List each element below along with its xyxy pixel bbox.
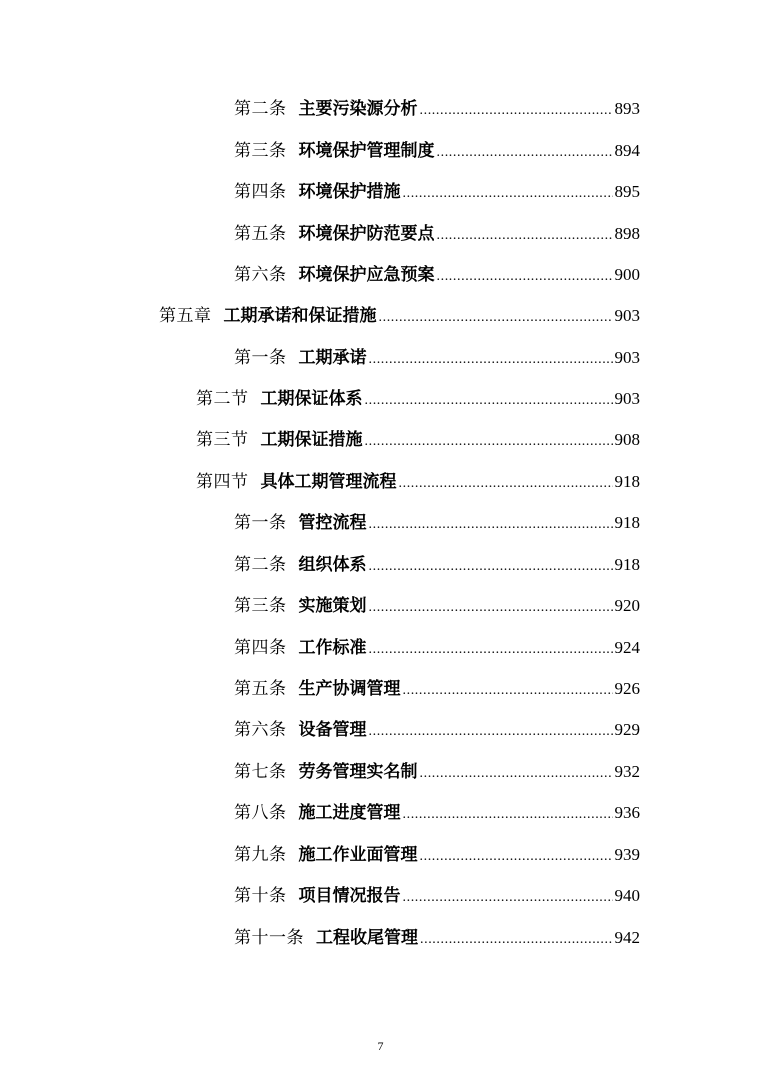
toc-dot-leader	[369, 598, 613, 618]
toc-entry[interactable]	[234, 760, 640, 784]
toc-entry-number: 第八条	[234, 803, 287, 823]
toc-entry-page: 903	[614, 306, 640, 325]
toc-entry[interactable]	[234, 884, 640, 908]
toc-entry-page: 929	[614, 720, 640, 739]
toc-entry-page: 903	[614, 389, 640, 408]
toc-entry-title: 环境保护管理制度	[298, 141, 435, 161]
toc-entry[interactable]	[234, 594, 640, 618]
toc-dot-leader	[437, 143, 613, 163]
toc-entry-title: 施工进度管理	[298, 803, 401, 823]
toc-entry-number: 第一条	[234, 348, 287, 368]
toc-entry-page: 936	[614, 803, 640, 822]
toc-entry-page: 898	[614, 224, 640, 243]
toc-dot-leader	[420, 764, 613, 784]
toc-entry-page: 894	[614, 141, 640, 160]
toc-entry-title: 实施策划	[298, 596, 367, 616]
toc-dot-leader	[369, 515, 613, 535]
toc-entry-title: 工期保证措施	[260, 430, 363, 450]
toc-entry-page: 918	[614, 472, 640, 491]
toc-entry[interactable]	[234, 718, 640, 742]
toc-dot-leader	[403, 805, 613, 825]
toc-dot-leader	[369, 557, 613, 577]
toc-entry-title: 组织体系	[298, 555, 367, 575]
toc-entry-page: 903	[614, 348, 640, 367]
toc-dot-leader	[403, 681, 613, 701]
toc-entry-number: 第五章	[159, 306, 212, 326]
toc-entry[interactable]	[196, 387, 640, 411]
toc-entry-title: 项目情况报告	[298, 886, 401, 906]
toc-entry-title: 工程收尾管理	[316, 928, 418, 948]
toc-entry-number: 第四条	[234, 638, 287, 658]
toc-entry-title: 工期保证体系	[260, 389, 363, 409]
toc-dot-leader	[365, 432, 613, 452]
toc-dot-leader	[365, 391, 613, 411]
toc-entry[interactable]	[234, 263, 640, 287]
toc-entry[interactable]	[159, 304, 640, 328]
toc-entry-page: 900	[614, 265, 640, 284]
toc-entry[interactable]	[234, 97, 640, 121]
toc-entry-number: 第四节	[196, 472, 249, 492]
toc-entry-number: 第二条	[234, 99, 287, 119]
toc-entry[interactable]	[234, 346, 640, 370]
toc-entry-number: 第七条	[234, 762, 287, 782]
toc-entry-number: 第六条	[234, 265, 287, 285]
toc-entry-page: 932	[614, 762, 640, 781]
toc-entry[interactable]	[234, 801, 640, 825]
toc-dot-leader	[379, 308, 613, 328]
toc-entry[interactable]	[234, 843, 640, 867]
toc-entry-number: 第五条	[234, 224, 287, 244]
toc-entry-number: 第三条	[234, 141, 287, 161]
toc-entry-page: 939	[614, 845, 640, 864]
toc-entry-title: 环境保护措施	[298, 182, 401, 202]
toc-entry-number: 第三条	[234, 596, 287, 616]
toc-entry-page: 924	[614, 638, 640, 657]
toc-dot-leader	[403, 888, 613, 908]
page-number: 7	[377, 1039, 384, 1053]
toc-entry-page: 908	[614, 430, 640, 449]
toc-dot-leader	[420, 847, 613, 867]
toc-entry-page: 895	[614, 182, 640, 201]
toc-entry-title: 劳务管理实名制	[298, 762, 418, 782]
toc-entry[interactable]	[234, 636, 640, 660]
toc-entry-title: 具体工期管理流程	[260, 472, 397, 492]
toc-entry[interactable]	[196, 428, 640, 452]
toc-entry-number: 第九条	[234, 845, 287, 865]
toc-entry-title: 设备管理	[298, 720, 367, 740]
toc-entry-title: 工作标准	[298, 638, 367, 658]
toc-entry-title: 环境保护防范要点	[298, 224, 435, 244]
toc-entry[interactable]	[234, 180, 640, 204]
toc-dot-leader	[420, 101, 613, 121]
toc-entry-title: 主要污染源分析	[298, 99, 418, 119]
toc-entry-page: 942	[614, 928, 640, 947]
toc-entry-title: 生产协调管理	[298, 679, 401, 699]
toc-entry-title: 工期承诺	[298, 348, 367, 368]
toc-entry[interactable]	[196, 470, 640, 494]
toc-entry-page: 926	[614, 679, 640, 698]
toc-entry-title: 管控流程	[298, 513, 367, 533]
toc-entry-title: 环境保护应急预案	[298, 265, 435, 285]
toc-entry-number: 第一条	[234, 513, 287, 533]
toc-dot-leader	[437, 267, 613, 287]
toc-entry-page: 920	[614, 596, 640, 615]
toc-entry[interactable]	[234, 139, 640, 163]
toc-dot-leader	[369, 722, 613, 742]
toc-entry-page: 940	[614, 886, 640, 905]
toc-dot-leader	[420, 930, 613, 950]
toc-entry[interactable]	[234, 511, 640, 535]
toc-entry-page: 918	[614, 555, 640, 574]
toc-entry-number: 第六条	[234, 720, 287, 740]
toc-dot-leader	[369, 350, 613, 370]
toc-entry[interactable]	[234, 553, 640, 577]
toc-entry-number: 第二条	[234, 555, 287, 575]
toc-entry-title: 工期承诺和保证措施	[223, 306, 377, 326]
toc-dot-leader	[399, 474, 613, 494]
toc-entry-number: 第二节	[196, 389, 249, 409]
toc-entry-number: 第五条	[234, 679, 287, 699]
toc-entry-page: 893	[614, 99, 640, 118]
toc-entry-title: 施工作业面管理	[298, 845, 418, 865]
toc-entry[interactable]	[234, 677, 640, 701]
toc-dot-leader	[369, 640, 613, 660]
toc-entry-page: 918	[614, 513, 640, 532]
toc-entry-number: 第十一条	[234, 928, 304, 948]
toc-entry[interactable]	[234, 222, 640, 246]
toc-entry-number: 第十条	[234, 886, 287, 906]
toc-entry-number: 第三节	[196, 430, 249, 450]
toc-entry[interactable]	[234, 926, 640, 950]
toc-dot-leader	[403, 184, 613, 204]
toc-entry-number: 第四条	[234, 182, 287, 202]
toc-dot-leader	[437, 226, 613, 246]
